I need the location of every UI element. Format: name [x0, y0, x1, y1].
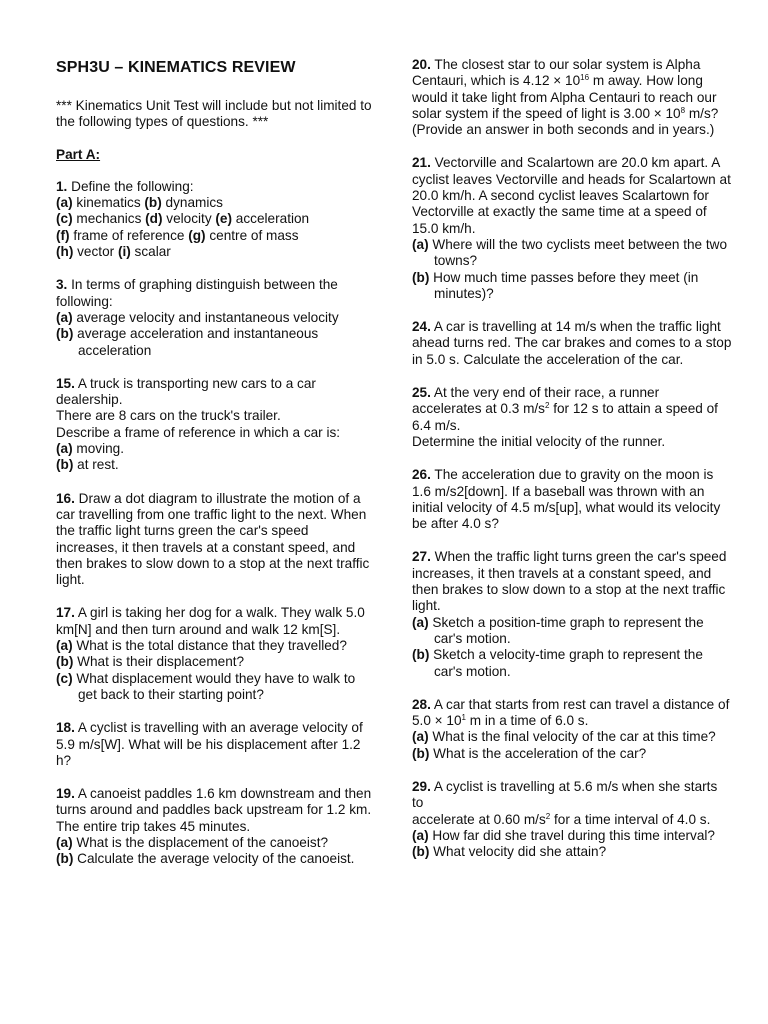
sub-question-b: (b) average acceleration and instantaneous acceleration: [56, 326, 319, 358]
right-column: [412, 0, 732, 877]
sub-question-b: (b) What is the acceleration of the car?: [412, 745, 647, 761]
intro-note: *** Kinematics Unit Test will include but not limited to the following types of questions. ***: [56, 98, 372, 130]
question-27: 27. When the traffic light turns green the car's speed increases, it then travels at a constant speed, and then brakes to slow down to a stop at the next traffic light. (a) Sketch a position-time graph to represent the car's motion. (b) Sketch a velocity-time graph to represent the car's motion.: [412, 549, 732, 679]
question-26: 26. The acceleration due to gravity on the moon is 1.6 m/s2[down]. If a baseball was thrown with an initial velocity of 4.5 m/s[up], what would its velocity be after 4.0 s?: [412, 467, 721, 532]
page-title: SPH3U – KINEMATICS REVIEW: [56, 59, 296, 76]
sub-question-a: (a) What is the total distance that they travelled?: [56, 638, 347, 654]
question-text: Define the following:: [71, 178, 194, 194]
sub-question-a: (a) Sketch a position-time graph to represent the car's motion.: [412, 614, 704, 646]
question-16: 16. Draw a dot diagram to illustrate the motion of a car travelling from one traffic light to the next. When the traffic light turns green the car's speed increases, it then travels at a constant speed, and then brakes to slow down to a stop at the next traffic light.: [56, 490, 370, 588]
question-18: 18. A cyclist is travelling with an average velocity of 5.9 m/s[W]. What will be his displacement after 1.2 h?: [56, 720, 363, 768]
sub-question-a: (a) What is the final velocity of the car at this time?: [412, 729, 716, 745]
term-line-3: (f) frame of reference (g) centre of mass: [56, 227, 299, 243]
sub-question-a: (a) Where will the two cyclists meet between the two towns?: [412, 236, 728, 269]
sub-question-b: (b) Calculate the average velocity of the canoeist.: [56, 851, 355, 867]
sub-question-a: (a) What is the displacement of the canoeist?: [56, 834, 329, 850]
question-1: [56, 179, 374, 260]
sub-question-a: (a) How far did she travel during this time interval?: [412, 827, 715, 843]
question-25: 25. At the very end of their race, a runner accelerates at 0.3 $m/s^2$ for 12 s to attain a speed of 6.4 m/s. Determine the initial velocity of the runner.: [412, 385, 718, 449]
question-20: 20. The closest star to our solar system is Alpha Centauri, which is $4.12 \times 10^{16}$ m away. How long would it take light from Alpha Centauri to reach our solar system if the speed of light is $3.00 \times 10^8$ m/s? (Provide an answer in both seconds and in years.): [412, 57, 719, 138]
sub-question-b: (b) What velocity did she attain?: [412, 844, 607, 860]
question-17: 17. A girl is taking her dog for a walk. They walk 5.0 km[N] and then turn around and walk 12 km[S]. (a) What is the total distance that they travelled? (b) What is their displacement? (c) What displacement would they have to walk to get back to their starting point?: [56, 605, 374, 703]
question-29: 29. A cyclist is travelling at 5.6 m/s when she starts to accelerate at 0.60 $m/s^2$ for a time interval of 4.0 s. (a) How far did she travel during this time interval? (b) What velocity did she attain?: [412, 779, 732, 860]
sub-question-c: (c) What displacement would they have to walk to get back to their starting point?: [56, 670, 356, 702]
left-column: [56, 0, 374, 885]
part-a-heading: Part A:: [56, 146, 101, 162]
sub-question-b: (b) How much time passes before they meet (in minutes)?: [412, 269, 699, 301]
sub-question-a: (a) moving.: [56, 441, 124, 457]
question-19: 19. A canoeist paddles 1.6 km downstream and then turns around and paddles back upstream for 1.2 km. The entire trip takes 45 minutes. (a) What is the displacement of the canoeist? (b) Calculate the average velocity of the canoeist.: [56, 786, 374, 867]
question-number: 1.: [56, 178, 68, 194]
question-15: 15. A truck is transporting new cars to a car dealership. There are 8 cars on the truck's trailer. Describe a frame of reference in which a car is: (a) moving. (b) at rest.: [56, 376, 374, 474]
question-28: 28. A car that starts from rest can travel a distance of $5.0 \times 10^1$ m in a time of 6.0 s. (a) What is the final velocity of the car at this time? (b) What is the acceleration of the car?: [412, 697, 732, 762]
question-21: 21. Vectorville and Scalartown are 20.0 km apart. A cyclist leaves Vectorville and heads for Scalartown at 20.0 km/h. A second cyclist leaves Scalartown for Vectorville at exactly the same time at a speed of 15.0 km/h. (a) Where will the two cyclists meet between the two towns? (b) How much time passes before they meet (in minutes)?: [412, 155, 731, 301]
term-line-4: (h) vector (i) scalar: [56, 244, 171, 260]
sub-question-b: (b) at rest.: [56, 457, 119, 473]
question-24: 24. A car is travelling at 14 m/s when the traffic light ahead turns red. The car brakes and comes to a stop in 5.0 s. Calculate the acceleration of the car.: [412, 319, 732, 367]
term-line-1: (a) kinematics (b) dynamics: [56, 195, 223, 211]
question-3: 3. In terms of graphing distinguish between the following: (a) average velocity and instantaneous velocity (b) average acceleration and instantaneous acceleration: [56, 277, 374, 358]
sub-question-a: (a) average velocity and instantaneous velocity: [56, 309, 339, 325]
sub-question-b: (b) Sketch a velocity-time graph to represent the car's motion.: [412, 647, 703, 679]
term-line-2: (c) mechanics (d) velocity (e) acceleration: [56, 211, 310, 227]
sub-question-b: (b) What is their displacement?: [56, 654, 245, 670]
